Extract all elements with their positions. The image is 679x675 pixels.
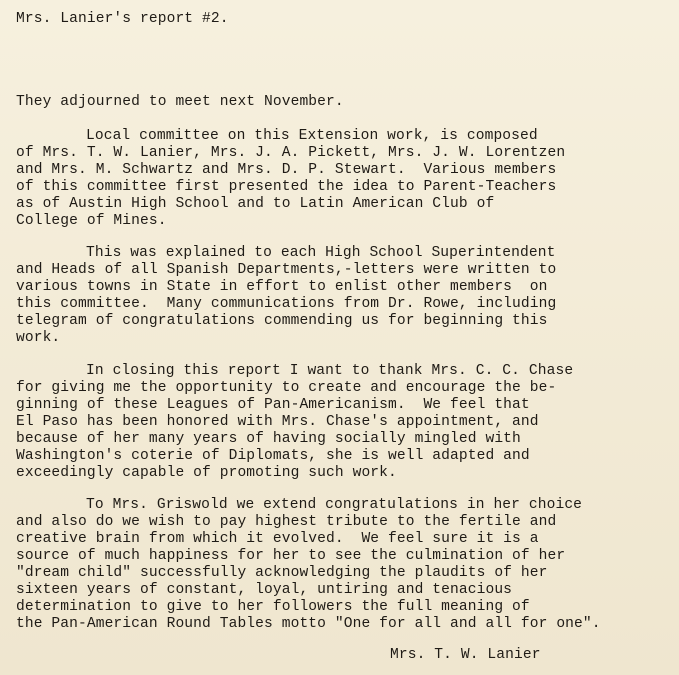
- text-line: of Mrs. T. W. Lanier, Mrs. J. A. Pickett, Mrs. J. W. Lorentzen: [16, 145, 566, 161]
- text-line: telegram of congratulations commending us for beginning this: [16, 313, 548, 329]
- text-line: College of Mines.: [16, 213, 167, 229]
- text-line: of this committee first presented the idea to Parent-Teachers: [16, 179, 557, 195]
- text-line: In closing this report I want to thank Mrs. C. C. Chase: [86, 363, 574, 379]
- text-line: and also do we wish to pay highest tribute to the fertile and: [16, 514, 557, 530]
- text-line: the Pan-American Round Tables motto "One for all and all for one".: [16, 616, 601, 632]
- report-header: Mrs. Lanier's report #2.: [16, 11, 229, 27]
- text-line: To Mrs. Griswold we extend congratulations in her choice: [86, 497, 583, 513]
- text-line: work.: [16, 330, 61, 346]
- text-line: exceedingly capable of promoting such work.: [16, 465, 397, 481]
- text-line: ginning of these Leagues of Pan-Americanism. We feel that: [16, 397, 530, 413]
- text-line: "dream child" successfully acknowledging the plaudits of her: [16, 565, 548, 581]
- text-line: as of Austin High School and to Latin American Club of: [16, 196, 495, 212]
- text-line: because of her many years of having socially mingled with: [16, 431, 521, 447]
- text-line: This was explained to each High School Superintendent: [86, 245, 556, 261]
- text-line: and Heads of all Spanish Departments,-letters were written to: [16, 262, 557, 278]
- text-line: source of much happiness for her to see the culmination of her: [16, 548, 566, 564]
- text-line: various towns in State in effort to enlist other members on: [16, 279, 548, 295]
- text-line: determination to give to her followers the full meaning of: [16, 599, 530, 615]
- text-line: this committee. Many communications from Dr. Rowe, including: [16, 296, 557, 312]
- signature: Mrs. T. W. Lanier: [390, 647, 541, 663]
- text-line: El Paso has been honored with Mrs. Chase's appointment, and: [16, 414, 539, 430]
- text-line: for giving me the opportunity to create and encourage the be-: [16, 380, 557, 396]
- text-line: Local committee on this Extension work, is composed: [86, 128, 538, 144]
- text-line: sixteen years of constant, loyal, untiring and tenacious: [16, 582, 513, 598]
- text-line: and Mrs. M. Schwartz and Mrs. D. P. Stewart. Various members: [16, 162, 557, 178]
- text-line: Washington's coterie of Diplomats, she is well adapted and: [16, 448, 530, 464]
- text-line: creative brain from which it evolved. We feel sure it is a: [16, 531, 539, 547]
- text-line: They adjourned to meet next November.: [16, 94, 344, 110]
